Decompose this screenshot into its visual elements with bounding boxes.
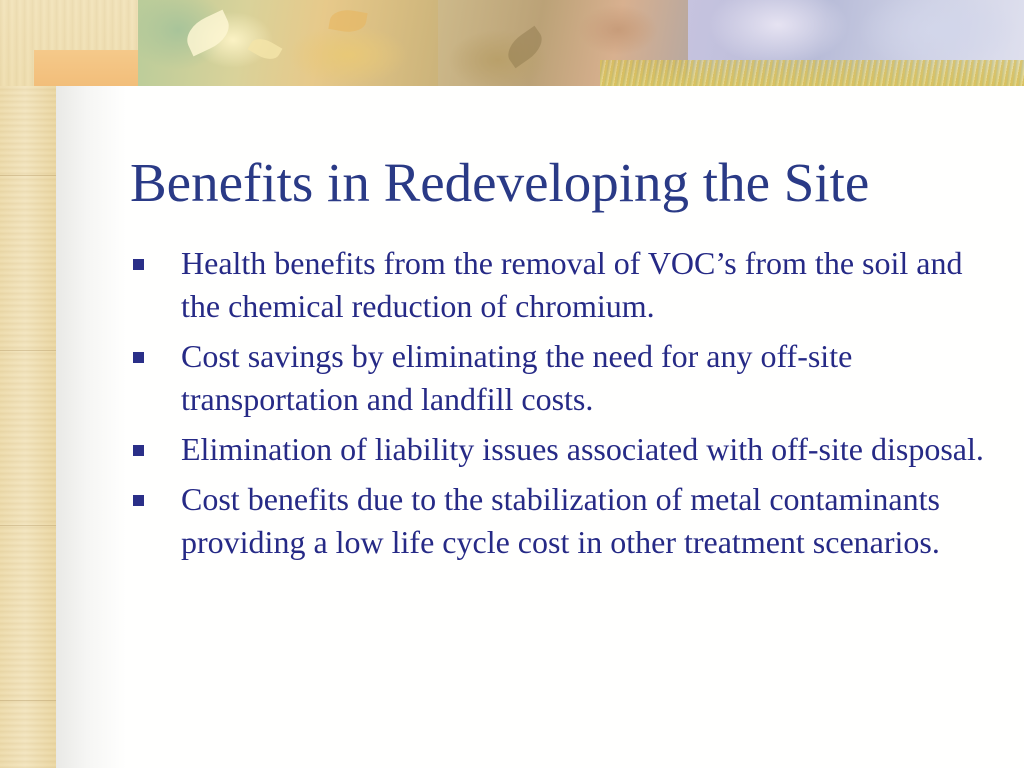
- bullet-text: Health benefits from the removal of VOC’s from the soil and the chemical reduction of chromium.: [181, 245, 963, 324]
- strip-seam: [0, 700, 56, 701]
- decorative-banner: [0, 0, 1024, 86]
- square-bullet-icon: [133, 259, 144, 270]
- strip-seam: [0, 525, 56, 526]
- bullet-text: Cost savings by eliminating the need for any off-site transportation and landfill costs.: [181, 338, 853, 417]
- square-bullet-icon: [133, 495, 144, 506]
- strip-seam: [0, 175, 56, 176]
- square-bullet-icon: [133, 352, 144, 363]
- bullet-list: [130, 242, 990, 571]
- left-parchment-strip: [0, 0, 56, 768]
- bullet-item: [130, 335, 990, 421]
- banner-grass-image: [600, 60, 1024, 86]
- strip-seam: [0, 350, 56, 351]
- bullet-item: [130, 428, 990, 471]
- bullet-item: [130, 242, 990, 328]
- banner-leaf-image: [138, 0, 438, 86]
- bullet-text: Elimination of liability issues associated with off-site disposal.: [181, 431, 984, 467]
- left-shadow: [56, 86, 126, 768]
- slide-title: Benefits in Redeveloping the Site: [130, 152, 870, 213]
- bullet-text: Cost benefits due to the stabilization of metal contaminants providing a low life cycle cost in other treatment scenarios.: [181, 481, 940, 560]
- bullet-item: [130, 478, 990, 564]
- square-bullet-icon: [133, 445, 144, 456]
